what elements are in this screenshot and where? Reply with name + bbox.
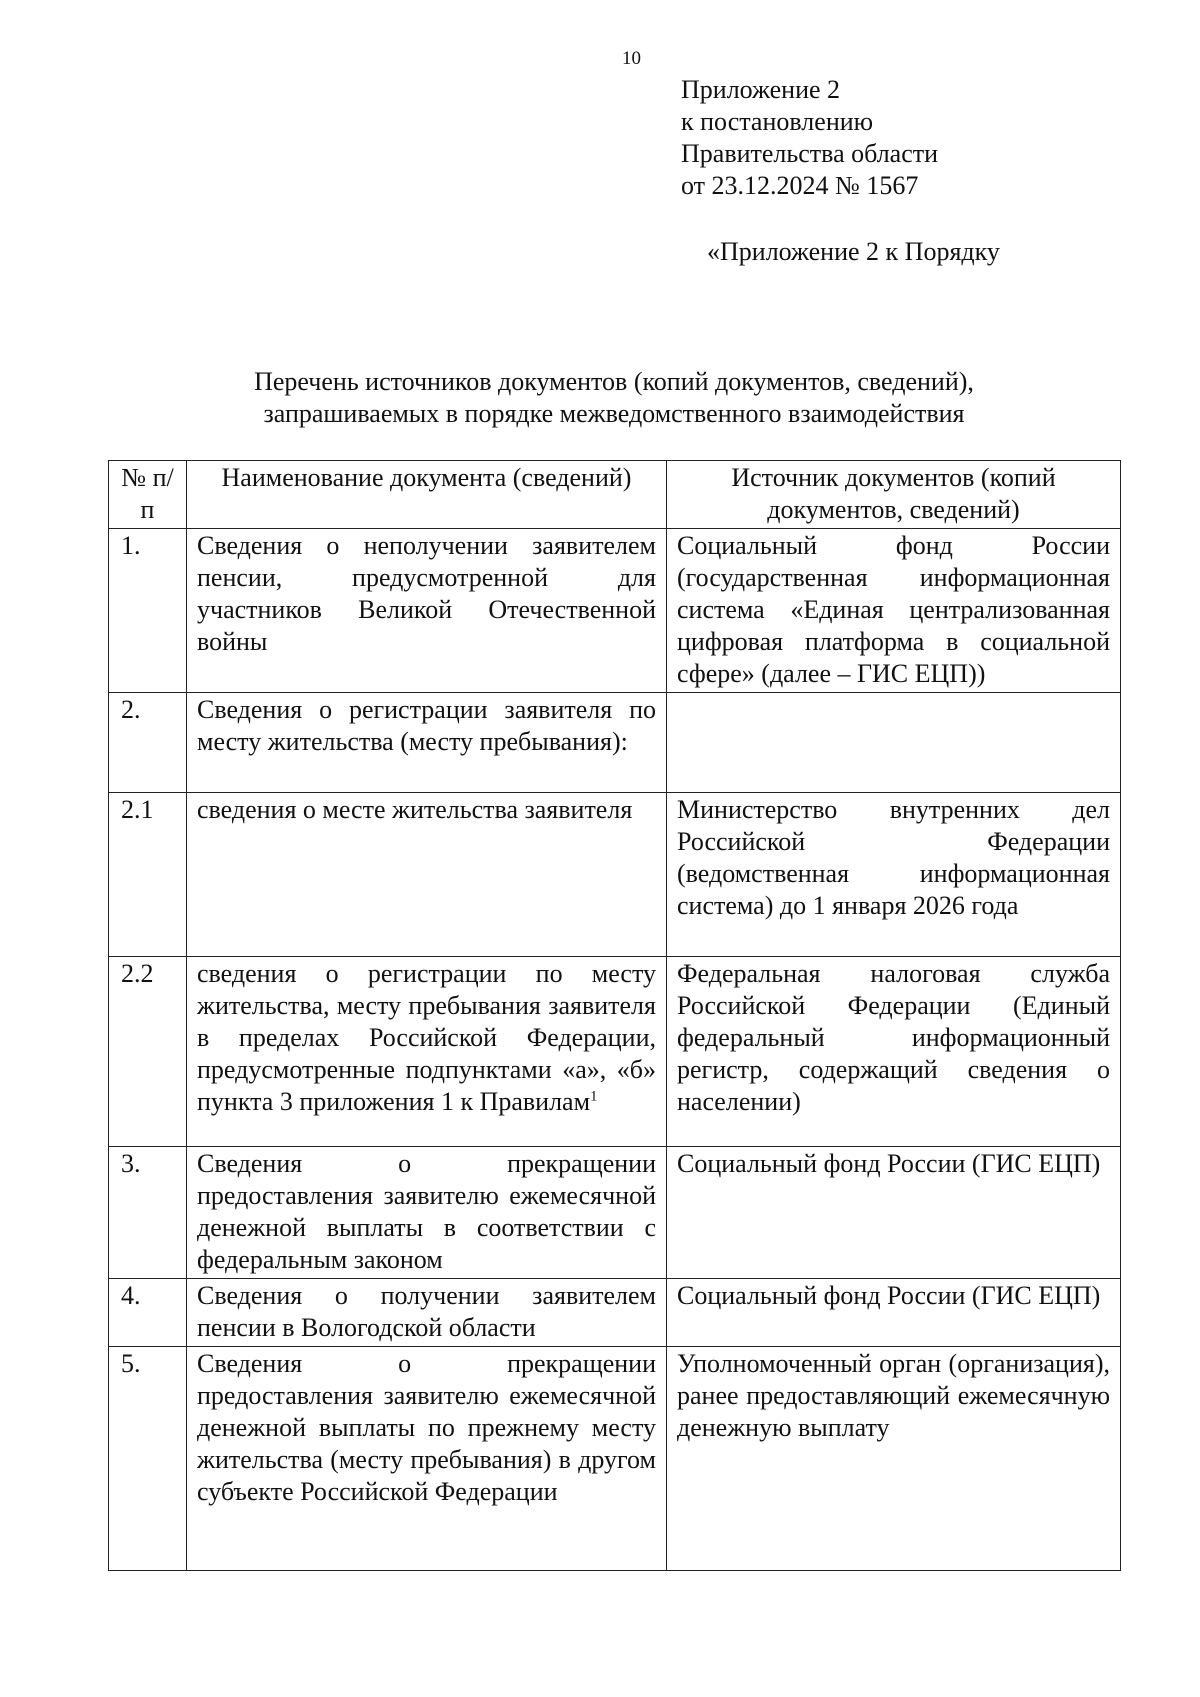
row-source: Министерство внутренних дел Российской Федерации (ведомственная информационная система) до 1 января 2026 года [667, 793, 1121, 957]
document-title-line-1: Перечень источников документов (копий документов, сведений), [254, 367, 974, 396]
table-row [109, 1279, 1121, 1347]
row-document [187, 957, 667, 1147]
header-source: Источник документов (копий документов, сведений) [667, 461, 1121, 529]
header-document: Наименование документа (сведений) [187, 461, 667, 529]
order-reference: «Приложение 2 к Порядку [707, 237, 1000, 266]
table-header-row [109, 461, 1121, 529]
row-document-text: сведения о регистрации по месту жительства, месту пребывания заявителя в пределах Российской Федерации, предусмотренные подпунктами «а», «б» пункта 3 приложения 1 к Правилам [197, 959, 656, 1116]
page-number: 10 [622, 48, 641, 69]
row-number: 1. [109, 529, 187, 693]
appendix-header-line: к постановлению [681, 107, 874, 136]
table-row [109, 1347, 1121, 1571]
appendix-header-line: Приложение 2 [681, 75, 841, 104]
row-source: Федеральная налоговая служба Российской Федерации (Единый федеральный информационный регистр, содержащий сведения о населении) [667, 957, 1121, 1147]
header-number: № п/п [109, 461, 187, 529]
appendix-header-line: от 23.12.2024 № 1567 [681, 171, 919, 200]
row-number: 2. [109, 693, 187, 793]
sources-table [108, 460, 1121, 1571]
table-row [109, 1147, 1121, 1279]
row-document: сведения о месте жительства заявителя [187, 793, 667, 957]
appendix-header-line: Правительства области [681, 139, 939, 168]
row-number: 2.2 [109, 957, 187, 1147]
table-row [109, 529, 1121, 693]
row-document: Сведения о регистрации заявителя по месту жительства (месту пребывания): [187, 693, 667, 793]
row-document: Сведения о прекращении предоставления заявителю ежемесячной денежной выплаты по прежнему месту жительства (месту пребывания) в другом субъекте Российской Федерации [187, 1347, 667, 1571]
row-number: 5. [109, 1347, 187, 1571]
row-source [667, 693, 1121, 793]
row-number: 3. [109, 1147, 187, 1279]
row-source: Уполномоченный орган (организация), ранее предоставляющий ежемесячную денежную выплату [667, 1347, 1121, 1571]
row-document: Сведения о прекращении предоставления заявителю ежемесячной денежной выплаты в соответствии с федеральным законом [187, 1147, 667, 1279]
appendix-header [681, 74, 938, 202]
row-source: Социальный фонд России (ГИС ЕЦП) [667, 1279, 1121, 1347]
row-number: 4. [109, 1279, 187, 1347]
footnote-mark: 1 [590, 1088, 598, 1105]
row-number: 2.1 [109, 793, 187, 957]
row-document: Сведения о получении заявителем пенсии в Вологодской области [187, 1279, 667, 1347]
row-source: Социальный фонд России (ГИС ЕЦП) [667, 1147, 1121, 1279]
row-document: Сведения о неполучении заявителем пенсии, предусмотренной для участников Великой Отечественной войны [187, 529, 667, 693]
row-source: Социальный фонд России (государственная информационная система «Единая централизованная цифровая платформа в социальной сфере» (далее – ГИС ЕЦП)) [667, 529, 1121, 693]
document-title [108, 366, 1120, 430]
table-row [109, 793, 1121, 957]
document-title-line-2: запрашиваемых в порядке межведомственного взаимодействия [263, 399, 965, 428]
table-row [109, 957, 1121, 1147]
table-row [109, 693, 1121, 793]
